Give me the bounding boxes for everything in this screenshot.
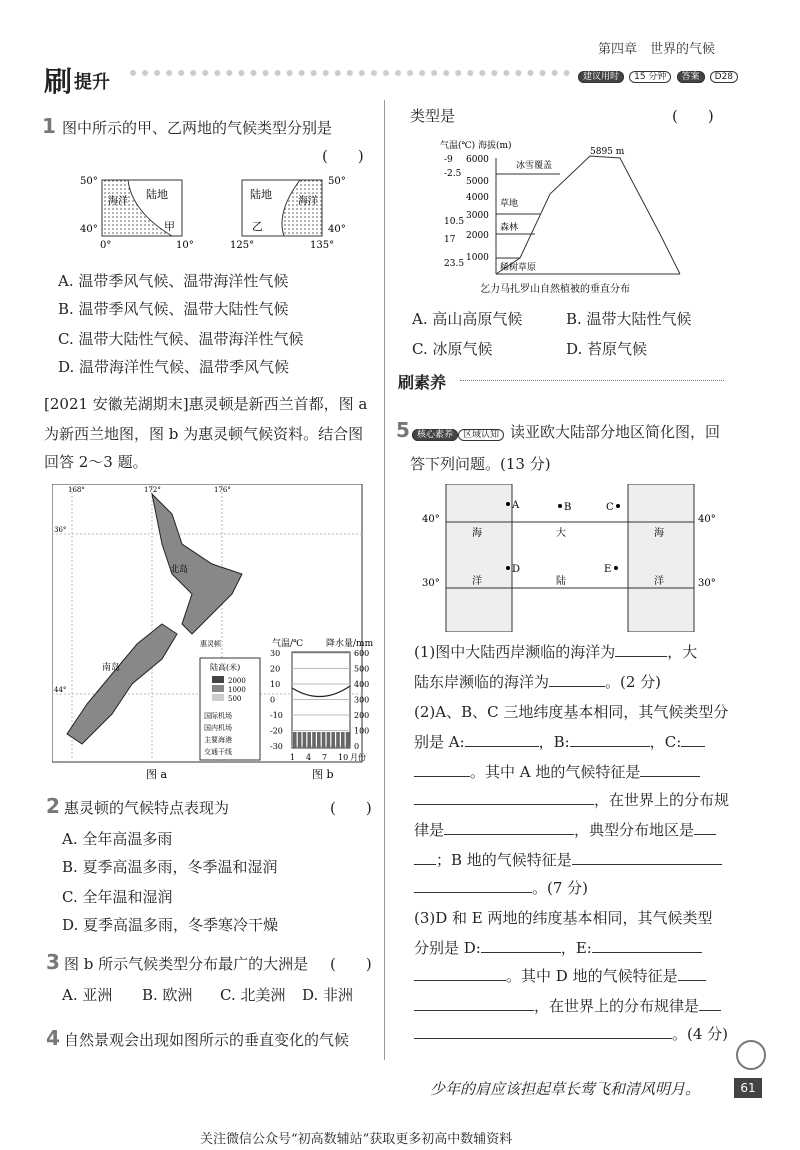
q4-alt-1000: 1000: [466, 253, 489, 263]
climate-chart: [268, 636, 380, 782]
q4-zone-4: 稀树草原: [500, 263, 537, 273]
time-badge: [578, 64, 738, 83]
q1-left-ocean: 海洋: [108, 196, 128, 207]
nz-lon-168: 168°: [68, 486, 85, 494]
q1-left-lat-bottom: 40°: [80, 224, 98, 235]
header-dotted-rule: [130, 70, 570, 76]
nz-lon-172: 172°: [144, 486, 161, 494]
precip-bar: [341, 732, 345, 748]
kilimanjaro-diagram: [440, 134, 720, 300]
q4-alt-5000: 5000: [466, 177, 489, 187]
time-value: 15 分钟: [629, 71, 671, 83]
header-logo-text: 提升: [74, 72, 110, 93]
q4-option-c: C. 冰原气候: [412, 340, 493, 358]
blank-a-region[interactable]: [694, 834, 716, 835]
month-4: 4: [306, 753, 312, 762]
nz-legend-2000: 2000: [228, 677, 246, 685]
month-7: 7: [322, 753, 328, 762]
q4-zone-3: 森林: [500, 223, 519, 233]
nz-lat-44: 44°: [54, 686, 67, 694]
q4-zone-2: 草地: [500, 199, 519, 209]
q2-option-c: C. 全年温和湿润: [62, 888, 173, 906]
blank-e-climate-cont[interactable]: [414, 980, 506, 981]
blank-a-climate[interactable]: [465, 746, 539, 747]
month-10: 10: [338, 753, 349, 762]
q5-p3-line2: 分别是 D: ，E:: [414, 938, 702, 958]
temp-tick: -30: [270, 742, 283, 751]
nz-wellington: 惠灵顿: [200, 640, 221, 648]
q5-p2-line3: 。其中 A 地的气候特征是: [414, 762, 700, 782]
q1-option-a: A. 温带季风气候、温带海洋性气候: [58, 272, 289, 290]
temp-tick: 30: [270, 649, 281, 658]
temp-tick: 0: [270, 695, 276, 705]
nz-caption: 图 a: [146, 768, 168, 781]
q2-number: 2: [46, 794, 60, 818]
precip-tick: 200: [354, 711, 370, 720]
q4-temp-1: -9: [444, 155, 453, 165]
month-1: 1: [290, 753, 296, 762]
temp-tick: 10: [270, 680, 281, 689]
nz-lat-36: 36°: [54, 526, 67, 534]
chapter-title: 第四章 世界的气候: [598, 42, 716, 57]
page-number: 61: [734, 1078, 762, 1098]
eurasia-diagram: [418, 484, 728, 632]
q1-left-place: 甲: [164, 220, 175, 233]
blank-east-ocean[interactable]: [549, 686, 605, 687]
q1-left-land: 陆地: [146, 188, 168, 201]
q4-zone-1: 冰雪覆盖: [516, 161, 553, 171]
eurasia-point-c: C: [606, 502, 614, 513]
blank-c-climate-cont[interactable]: [414, 776, 470, 777]
q4-alt-2000: 2000: [466, 231, 489, 241]
precip-bar: [307, 732, 311, 748]
q4-paren: ( ): [672, 107, 714, 125]
q4-stem-cont: 类型是: [410, 107, 456, 125]
q1-right-lon-left: 125°: [230, 240, 255, 251]
header-logo-char: 刷: [44, 65, 73, 98]
eurasia-lat40-left: 40°: [422, 514, 440, 525]
nz-legend-item-1: 国际机场: [204, 712, 232, 720]
intro-line2: 为新西兰地图，图 b 为惠灵顿气候资料。结合图: [44, 425, 364, 443]
q1-maps: [80, 172, 360, 252]
nz-north-island: 北岛: [170, 565, 189, 575]
q4-option-a: A. 高山高原气候: [412, 310, 523, 328]
month-unit: 月份: [350, 753, 366, 762]
q1-left-lon-right: 10°: [176, 240, 194, 251]
decor-swirl-icon: [736, 1040, 766, 1070]
blank-a-feature[interactable]: [640, 776, 700, 777]
q5-p2-line4: ，在世界上的分布规: [414, 790, 729, 810]
precip-bar: [331, 732, 335, 748]
q2-paren: ( ): [330, 799, 372, 817]
q1-right-land: 陆地: [250, 188, 272, 201]
precip-tick: 100: [354, 726, 370, 736]
q3-stem: 图 b 所示气候类型分布最广的大洲是: [64, 955, 309, 973]
q5-p3-line3: 。其中 D 地的气候特征是: [414, 966, 706, 986]
nz-lon-176: 176°: [214, 486, 231, 494]
time-label: 建议用时: [578, 71, 624, 83]
q1-right-lon-right: 135°: [310, 240, 335, 251]
section-title: 刷素养: [398, 373, 447, 392]
blank-d-feature-cont[interactable]: [414, 1010, 534, 1011]
q5-p3-line1: (3)D 和 E 两地的纬度基本相同，其气候类型: [414, 909, 713, 927]
eurasia-west-ocean: 洋: [472, 576, 482, 587]
precip-bar: [336, 732, 340, 748]
q4-alt-3000: 3000: [466, 211, 489, 221]
q1-option-b: B. 温带季风气候、温带大陆性气候: [58, 300, 289, 318]
eurasia-east-ocean: 洋: [654, 576, 664, 587]
eurasia-lat40-right: 40°: [698, 514, 716, 525]
q4-peak: 5895 m: [590, 147, 625, 157]
q3-option-d: D. 非洲: [302, 986, 354, 1004]
precip-tick: 600: [354, 649, 370, 658]
eurasia-big: 大: [556, 528, 566, 539]
column-divider: [384, 100, 385, 1060]
nz-legend-1000: 1000: [228, 686, 246, 694]
blank-b-feature-cont[interactable]: [414, 892, 532, 893]
blank-d-climate[interactable]: [481, 952, 561, 953]
q4-temp-5: 23.5: [444, 259, 465, 269]
q4-alt-6000: 6000: [466, 155, 489, 165]
blank-a-region-cont[interactable]: [414, 864, 436, 865]
nz-legend: [200, 658, 260, 760]
q5-p1-line1: (1)图中大陆西岸濒临的海洋为 ，大: [414, 643, 698, 661]
climate-precip-label: 降水量/mm: [326, 639, 374, 649]
eurasia-east-sea: 海: [654, 528, 664, 539]
nz-legend-item-4: 交通干线: [204, 748, 232, 756]
q4-stem: 自然景观会出现如图所示的垂直变化的气候: [64, 1031, 350, 1049]
answer-value: D28: [710, 71, 738, 83]
q4-option-b: B. 温带大陆性气候: [566, 310, 692, 328]
footer-motto: 少年的肩应该担起草长莺飞和清风明月。: [430, 1080, 701, 1098]
q5-p2-line2: 别是 A: ，B: ，C:: [414, 732, 705, 752]
precip-tick: 500: [354, 664, 370, 674]
blank-c-climate[interactable]: [681, 746, 705, 747]
q1-paren: ( ): [322, 147, 364, 165]
q5-p3-line5: 。(4 分): [414, 1024, 728, 1044]
blank-b-feature[interactable]: [572, 864, 722, 865]
q3-paren: ( ): [330, 955, 372, 973]
blank-d-feature[interactable]: [678, 980, 706, 981]
q3-option-b: B. 欧洲: [142, 986, 193, 1004]
eurasia-point-e: E: [604, 564, 612, 575]
eurasia-lat30-left: 30°: [422, 578, 440, 589]
q5-p2-line6: ；B 地的气候特征是: [414, 850, 722, 870]
blank-a-rule[interactable]: [444, 834, 574, 835]
intro-line3: 回答 2～3 题。: [44, 453, 148, 471]
q1-option-c: C. 温带大陆性气候、温带海洋性气候: [58, 330, 304, 348]
temp-tick: 20: [270, 664, 281, 674]
eurasia-point-b: B: [564, 502, 572, 513]
q1-left-lat-top: 50°: [80, 176, 98, 187]
q5-p3-line4: ，在世界上的分布规律是: [414, 996, 721, 1016]
precip-bar: [303, 732, 307, 748]
footer-note: 关注微信公众号“初高数辅站”获取更多初高中数辅资料: [200, 1132, 513, 1147]
q4-temp-4: 17: [444, 235, 456, 245]
nz-legend-item-2: 国内机场: [204, 724, 232, 732]
q2-option-d: D. 夏季高温多雨，冬季寒冷干燥: [62, 916, 279, 934]
q4-axis-title: 气温(℃) 海拔(m): [440, 141, 512, 151]
q5-tag-core: 核心素养: [412, 429, 458, 441]
precip-tick: 300: [354, 695, 370, 705]
q1-right-ocean: 海洋: [298, 196, 318, 207]
q5-stem-cont: 答下列问题。(13 分): [410, 455, 551, 473]
q5-p2-line1: (2)A、B、C 三地纬度基本相同，其气候类型分: [414, 703, 729, 721]
intro-line1: [2021 安徽芜湖期末]惠灵顿是新西兰首都，图 a: [44, 395, 368, 413]
q1-right-lat-top: 50°: [328, 176, 346, 187]
precip-bar: [322, 732, 326, 748]
precip-tick: 400: [354, 680, 370, 689]
q4-alt-4000: 4000: [466, 193, 489, 203]
q1-left-lon-left: 0°: [100, 240, 112, 251]
precip-bar: [293, 732, 297, 748]
eurasia-lat30-right: 30°: [698, 578, 716, 589]
precip-bar: [327, 732, 331, 748]
blank-d-rule-cont[interactable]: [414, 1038, 672, 1039]
blank-west-ocean[interactable]: [615, 656, 667, 657]
q2-option-b: B. 夏季高温多雨，冬季温和湿润: [62, 858, 278, 876]
precip-bar: [312, 732, 316, 748]
q5-stem: 读亚欧大陆部分地区简化图，回: [510, 423, 721, 441]
eurasia-west-sea: 海: [472, 528, 482, 539]
q3-option-c: C. 北美洲: [220, 986, 286, 1004]
nz-legend-500: 500: [228, 695, 242, 703]
q2-stem: 惠灵顿的气候特点表现为: [64, 799, 230, 817]
blank-a-feature-cont[interactable]: [414, 804, 594, 805]
q1-option-d: D. 温带海洋性气候、温带季风气候: [58, 358, 290, 376]
q1-right-lat-bottom: 40°: [328, 224, 346, 235]
q5-p2-line5: 律是 ，典型分布地区是: [414, 820, 716, 840]
q4-temp-2: -2.5: [444, 169, 462, 179]
nz-legend-item-3: 主要海港: [204, 736, 232, 744]
precip-bar: [346, 732, 350, 748]
eurasia-point-d: D: [512, 564, 521, 575]
blank-e-climate[interactable]: [592, 952, 702, 953]
climate-caption: 图 b: [312, 768, 334, 781]
q1-stem: 图中所示的甲、乙两地的气候类型分别是: [62, 119, 333, 137]
q5-p1-line2: 陆东岸濒临的海洋为 。(2 分): [414, 673, 662, 691]
precip-tick: 0: [354, 742, 360, 751]
answer-label: 答案: [677, 71, 705, 83]
q5-tag-region: 区域认知: [458, 429, 504, 441]
q5-number: 5: [396, 418, 410, 442]
q5-p2-line7: 。(7 分): [414, 878, 588, 898]
q1-number: 1: [42, 114, 56, 138]
precip-bar: [298, 732, 302, 748]
q1-right-place: 乙: [252, 220, 263, 233]
q4-caption: 乞力马扎罗山自然植被的垂直分布: [480, 284, 630, 295]
nz-legend-title: 陆高(米): [210, 663, 241, 672]
section-rule: [460, 380, 724, 381]
blank-b-climate[interactable]: [570, 746, 650, 747]
q3-option-a: A. 亚洲: [62, 986, 113, 1004]
precip-bar: [317, 732, 321, 748]
q3-number: 3: [46, 950, 60, 974]
nz-south-island: 南岛: [102, 663, 121, 673]
blank-d-rule[interactable]: [699, 1010, 721, 1011]
q4-option-d: D. 苔原气候: [566, 340, 648, 358]
q5-tags: [412, 422, 504, 441]
temp-tick: -10: [270, 711, 283, 720]
q4-number: 4: [46, 1026, 60, 1050]
eurasia-point-a: A: [512, 500, 520, 511]
q2-option-a: A. 全年高温多雨: [62, 830, 173, 848]
q4-temp-3: 10.5: [444, 217, 465, 227]
eurasia-land: 陆: [556, 576, 566, 587]
climate-temp-label: 气温/℃: [272, 639, 304, 649]
temp-tick: -20: [270, 726, 283, 736]
